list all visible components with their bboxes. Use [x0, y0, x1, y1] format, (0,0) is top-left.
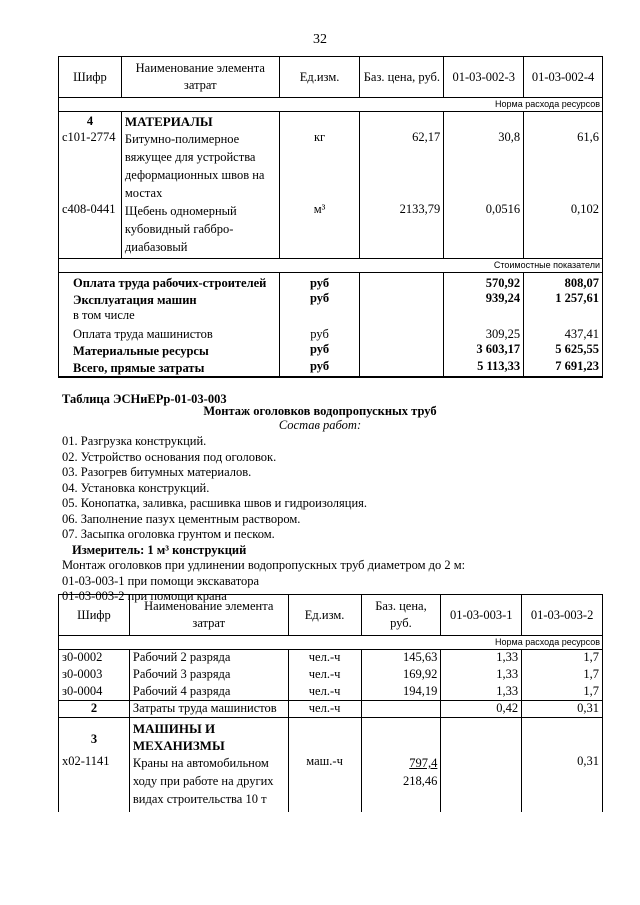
summary-name: Эксплуатация машин [59, 291, 280, 308]
table-title: Таблица ЭСНиЕРр-01-03-003 [62, 392, 227, 406]
resource-table-2 [58, 594, 603, 812]
row-value-1 [441, 754, 522, 812]
row-value-1: 0,0516 [444, 202, 524, 258]
row-unit: кг [279, 130, 360, 202]
row-price-top: 797,4 [409, 756, 438, 770]
machinists-number: 2 [59, 701, 130, 718]
works-list [62, 434, 465, 605]
header-code: Шифр [59, 57, 122, 98]
summary-name: Оплата труда рабочих-строителей [59, 272, 280, 291]
summary-name: Материальные ресурсы [59, 342, 280, 359]
norm-label: Норма расхода ресурсов [59, 636, 603, 650]
section-number: 4 [59, 112, 122, 131]
summary-unit: руб [279, 291, 360, 308]
row-code: з0-0002 [59, 650, 130, 667]
header-name: Наименование элемента затрат [121, 57, 279, 98]
summary-unit: руб [279, 342, 360, 359]
summary-value-1: 939,24 [444, 291, 524, 308]
row-value-2: 0,102 [524, 202, 603, 258]
row-price: 2133,79 [360, 202, 444, 258]
row-value-1: 1,33 [441, 684, 522, 701]
summary-name: Оплата труда машинистов [59, 323, 280, 342]
row-value-2: 1,7 [522, 667, 603, 684]
summary-name: в том числе [59, 308, 280, 323]
header-price: Баз. цена, руб. [360, 57, 444, 98]
machinists-value-1: 0,42 [441, 701, 522, 718]
table-subtitle: Монтаж оголовков водопропускных труб [203, 404, 437, 418]
row-code: з0-0003 [59, 667, 130, 684]
machinists-unit: чел.-ч [288, 701, 361, 718]
header-code: Шифр [59, 595, 130, 636]
work-item: 06. Заполнение пазух цементным раствором. [62, 511, 301, 526]
work-item: 03. Разогрев битумных материалов. [62, 465, 252, 479]
variant: 01-03-003-1 при помощи экскаватора [62, 573, 260, 588]
work-item: 02. Устройство основания под оголовок. [62, 449, 277, 464]
header-col-1: 01-03-002-3 [444, 57, 524, 98]
row-unit: чел.-ч [288, 667, 361, 684]
header-col-2: 01-03-003-2 [522, 595, 603, 636]
header-col-1: 01-03-003-1 [441, 595, 522, 636]
row-code: с101-2774 [59, 130, 122, 202]
machinists-name: Затраты труда машинистов [129, 701, 288, 718]
summary-unit: руб [279, 272, 360, 291]
row-price: 62,17 [360, 130, 444, 202]
machinists-value-2: 0,31 [522, 701, 603, 718]
row-name: Краны на автомобильном ходу при работе на других видах строительства 10 т [129, 754, 288, 812]
work-item: 01. Разгрузка конструкций. [62, 434, 207, 448]
row-value-1: 1,33 [441, 650, 522, 667]
header-unit: Ед.изм. [288, 595, 361, 636]
row-value-1: 30,8 [444, 130, 524, 202]
summary-value-1: 570,92 [444, 272, 524, 291]
page-number: 32 [313, 32, 327, 47]
row-value-2: 61,6 [524, 130, 603, 202]
description: Монтаж оголовков при удлинении водопропускных труб диаметром до 2 м: [62, 558, 466, 572]
header-col-2: 01-03-002-4 [524, 57, 603, 98]
row-code: с408-0441 [59, 202, 122, 258]
row-price-bottom: 218,46 [403, 774, 438, 788]
row-name: Битумно-полимерное вяжущее для устройства деформационных швов на мостах [121, 130, 279, 202]
row-name: Рабочий 3 разряда [129, 667, 288, 684]
row-value-2: 1,7 [522, 684, 603, 701]
summary-value-1: 309,25 [444, 323, 524, 342]
row-value-2: 1,7 [522, 650, 603, 667]
row-unit: чел.-ч [288, 684, 361, 701]
work-item: 04. Установка конструкций. [62, 480, 210, 495]
summary-rows [59, 272, 603, 377]
section-number: 3 [59, 718, 130, 755]
row-code: х02-1141 [59, 754, 130, 812]
row-unit: м³ [279, 202, 360, 258]
row-name: Рабочий 2 разряда [129, 650, 288, 667]
summary-value-2: 5 625,55 [524, 342, 603, 359]
row-value-1: 1,33 [441, 667, 522, 684]
summary-value-1: 5 113,33 [444, 359, 524, 377]
work-title: Состав работ: [278, 418, 362, 432]
summary-value-2: 1 257,61 [524, 291, 603, 308]
row-unit: маш.-ч [288, 754, 361, 812]
header-unit: Ед.изм. [279, 57, 360, 98]
row-price: 145,63 [361, 650, 441, 667]
summary-value-1: 3 603,17 [444, 342, 524, 359]
work-item: 07. Засыпка оголовка грунтом и песком. [62, 527, 275, 541]
work-item: 05. Конопатка, заливка, расшивка швов и гидроизоляция. [62, 496, 368, 510]
norm-label: Норма расхода ресурсов [59, 98, 603, 112]
header-price: Баз. цена, руб. [361, 595, 441, 636]
row-price: 194,19 [361, 684, 441, 701]
section-title: МАТЕРИАЛЫ [121, 112, 279, 131]
meter: Измеритель: 1 м³ конструкций [72, 542, 247, 557]
summary-unit: руб [279, 359, 360, 377]
row-code: з0-0004 [59, 684, 130, 701]
section-title: МАШИНЫ И МЕХАНИЗМЫ [129, 718, 288, 755]
summary-name: Всего, прямые затраты [59, 359, 280, 377]
row-unit: чел.-ч [288, 650, 361, 667]
variant: 01-03-003-2 при помощи крана [62, 589, 227, 603]
summary-value-2: 808,07 [524, 272, 603, 291]
header-name: Наименование элемента затрат [129, 595, 288, 636]
row-price: 169,92 [361, 667, 441, 684]
row-name: Рабочий 4 разряда [129, 684, 288, 701]
cost-label: Стоимостные показатели [59, 258, 603, 272]
row-name: Щебень одномерный кубовидный габбро-диабазовый [121, 202, 279, 258]
resource-table-1 [58, 56, 603, 378]
row-value-2: 0,31 [522, 754, 603, 812]
summary-value-2: 7 691,23 [524, 359, 603, 377]
summary-value-2: 437,41 [524, 323, 603, 342]
summary-unit: руб [279, 323, 360, 342]
